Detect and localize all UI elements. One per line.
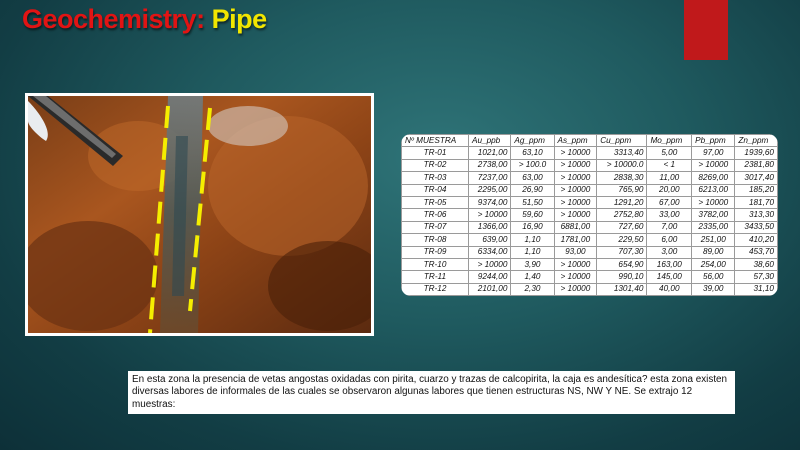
cell-as: 93,00: [554, 246, 597, 258]
description-text: En esta zona la presencia de vetas angostas oxidadas con pirita, cuarzo y trazas de calcopirita, la caja es andesítica? esta zona existen diversas labores de informales de las cuales se observaron algunas labores que tienen estructuras NS, NW Y NE. Se extrajo 12 muestras:: [128, 371, 735, 414]
cell-mo: 163,00: [647, 258, 692, 270]
table-row: [402, 234, 778, 246]
header-ag: Ag_ppm: [511, 135, 554, 147]
cell-sample: TR-04: [402, 184, 469, 196]
table-header-row: [402, 135, 778, 147]
header-as: As_ppm: [554, 135, 597, 147]
cell-zn: 185,20: [735, 184, 778, 196]
table-row: [402, 271, 778, 283]
cell-pb: 254,00: [692, 258, 735, 270]
outcrop-photo-image: [28, 96, 371, 333]
table-row: [402, 209, 778, 221]
cell-ag: > 100.0: [511, 159, 554, 171]
cell-as: > 10000: [554, 209, 597, 221]
header-pb: Pb_ppm: [692, 135, 735, 147]
table-row: [402, 221, 778, 233]
cell-cu: 2752,80: [597, 209, 647, 221]
cell-pb: 97,00: [692, 147, 735, 159]
cell-mo: 5,00: [647, 147, 692, 159]
cell-cu: 1301,40: [597, 283, 647, 295]
cell-as: > 10000: [554, 196, 597, 208]
cell-ag: 63,00: [511, 172, 554, 184]
cell-mo: 67,00: [647, 196, 692, 208]
cell-au: 2738,00: [469, 159, 511, 171]
cell-zn: 410,20: [735, 234, 778, 246]
table-row: [402, 258, 778, 270]
cell-ag: 1,10: [511, 246, 554, 258]
cell-au: > 10000: [469, 258, 511, 270]
cell-as: > 10000: [554, 159, 597, 171]
table-row: [402, 147, 778, 159]
cell-sample: TR-03: [402, 172, 469, 184]
cell-mo: 11,00: [647, 172, 692, 184]
cell-sample: TR-02: [402, 159, 469, 171]
cell-cu: 727,60: [597, 221, 647, 233]
cell-pb: > 10000: [692, 196, 735, 208]
cell-pb: 89,00: [692, 246, 735, 258]
cell-zn: 453,70: [735, 246, 778, 258]
table-row: [402, 196, 778, 208]
table-row: [402, 283, 778, 295]
cell-as: 1781,00: [554, 234, 597, 246]
cell-pb: 39,00: [692, 283, 735, 295]
cell-au: 1366,00: [469, 221, 511, 233]
cell-zn: 3017,40: [735, 172, 778, 184]
cell-cu: 2838,30: [597, 172, 647, 184]
cell-as: > 10000: [554, 283, 597, 295]
cell-zn: 181,70: [735, 196, 778, 208]
cell-pb: 8269,00: [692, 172, 735, 184]
cell-sample: TR-07: [402, 221, 469, 233]
cell-ag: 1,10: [511, 234, 554, 246]
cell-au: 6334,00: [469, 246, 511, 258]
header-mo: Mo_ppm: [647, 135, 692, 147]
cell-as: > 10000: [554, 258, 597, 270]
cell-mo: 6,00: [647, 234, 692, 246]
cell-sample: TR-11: [402, 271, 469, 283]
cell-cu: 654,90: [597, 258, 647, 270]
cell-zn: 313,30: [735, 209, 778, 221]
cell-cu: 765,90: [597, 184, 647, 196]
cell-zn: 38,60: [735, 258, 778, 270]
cell-ag: 16,90: [511, 221, 554, 233]
cell-as: > 10000: [554, 147, 597, 159]
cell-sample: TR-09: [402, 246, 469, 258]
cell-mo: 20,00: [647, 184, 692, 196]
cell-ag: 1,40: [511, 271, 554, 283]
cell-ag: 2,30: [511, 283, 554, 295]
cell-cu: 3313,40: [597, 147, 647, 159]
cell-zn: 31,10: [735, 283, 778, 295]
cell-mo: 145,00: [647, 271, 692, 283]
cell-sample: TR-10: [402, 258, 469, 270]
cell-pb: 2335,00: [692, 221, 735, 233]
accent-tab: [684, 0, 728, 60]
cell-au: 1021,00: [469, 147, 511, 159]
cell-pb: 56,00: [692, 271, 735, 283]
cell-mo: 40,00: [647, 283, 692, 295]
cell-cu: 1291,20: [597, 196, 647, 208]
cell-au: 639,00: [469, 234, 511, 246]
cell-ag: 3,90: [511, 258, 554, 270]
cell-sample: TR-08: [402, 234, 469, 246]
cell-sample: TR-01: [402, 147, 469, 159]
cell-zn: 57,30: [735, 271, 778, 283]
cell-pb: 6213,00: [692, 184, 735, 196]
cell-au: > 10000: [469, 209, 511, 221]
header-sample: Nº MUESTRA: [402, 135, 469, 147]
assay-table-panel: [401, 134, 778, 296]
title-part2: Pipe: [211, 4, 267, 34]
cell-au: 9374,00: [469, 196, 511, 208]
cell-mo: 7,00: [647, 221, 692, 233]
table-row: [402, 184, 778, 196]
cell-ag: 26,90: [511, 184, 554, 196]
cell-pb: > 10000: [692, 159, 735, 171]
cell-zn: 3433,50: [735, 221, 778, 233]
table-row: [402, 246, 778, 258]
cell-cu: > 10000.0: [597, 159, 647, 171]
cell-cu: 707,30: [597, 246, 647, 258]
cell-as: > 10000: [554, 172, 597, 184]
header-zn: Zn_ppm: [735, 135, 778, 147]
cell-au: 7237,00: [469, 172, 511, 184]
cell-cu: 990,10: [597, 271, 647, 283]
cell-ag: 59,60: [511, 209, 554, 221]
table-row: [402, 172, 778, 184]
cell-as: 6881,00: [554, 221, 597, 233]
table-row: [402, 159, 778, 171]
cell-mo: 3,00: [647, 246, 692, 258]
cell-zn: 2381,80: [735, 159, 778, 171]
assay-table: [401, 134, 778, 296]
cell-zn: 1939,60: [735, 147, 778, 159]
cell-ag: 63,10: [511, 147, 554, 159]
title-part1: Geochemistry:: [22, 4, 205, 34]
cell-sample: TR-05: [402, 196, 469, 208]
cell-mo: 33,00: [647, 209, 692, 221]
header-au: Au_ppb: [469, 135, 511, 147]
cell-pb: 251,00: [692, 234, 735, 246]
cell-cu: 229,50: [597, 234, 647, 246]
cell-au: 2101,00: [469, 283, 511, 295]
cell-sample: TR-06: [402, 209, 469, 221]
cell-mo: < 1: [647, 159, 692, 171]
cell-ag: 51,50: [511, 196, 554, 208]
slide-title: [22, 4, 267, 35]
cell-au: 2295,00: [469, 184, 511, 196]
header-cu: Cu_ppm: [597, 135, 647, 147]
cell-as: > 10000: [554, 271, 597, 283]
cell-au: 9244,00: [469, 271, 511, 283]
outcrop-photo: [25, 93, 374, 336]
cell-as: > 10000: [554, 184, 597, 196]
cell-pb: 3782,00: [692, 209, 735, 221]
cell-sample: TR-12: [402, 283, 469, 295]
